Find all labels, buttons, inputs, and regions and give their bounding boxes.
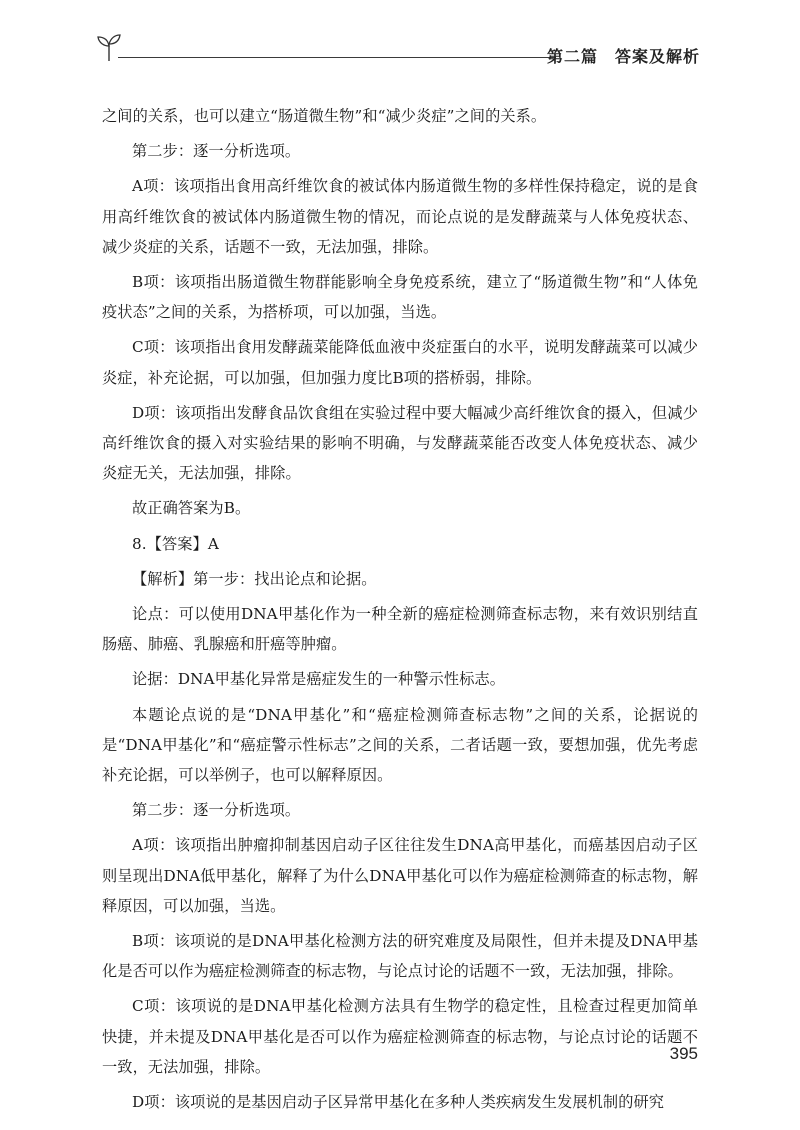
paragraph: A项：该项指出食用高纤维饮食的被试体内肠道微生物的多样性保持稳定，说的是食用高纤维饮食的被试体内肠道微生物的情况，而论点说的是发酵蔬菜与人体免疫状态、减少炎症的关系，话题不一致，无法加强，排除。	[102, 177, 698, 256]
header-title: 第二篇 答案及解析	[546, 47, 700, 66]
paragraph: D项：该项指出发酵食品饮食组在实验过程中要大幅减少高纤维饮食的摄入，但减少高纤维饮食的摄入对实验结果的影响不明确，与发酵蔬菜能否改变人体免疫状态、减少炎症无关，无法加强，排除。	[102, 403, 698, 483]
page-content	[102, 101, 698, 1122]
paragraph: B项：该项说的是DNA甲基化检测方法的研究难度及局限性，但并未提及DNA甲基化是否可以作为癌症检测筛查的标志物，与论点讨论的话题不一致，无法加强，排除。	[102, 932, 698, 981]
paragraph: 故正确答案为B。	[132, 499, 251, 518]
paragraph: 本题论点说的是“DNA甲基化”和“癌症检测筛查标志物”之间的关系，论据说的是“DNA甲基化”和“癌症警示性标志”之间的关系，二者话题一致，要想加强，优先考虑补充论据，可以举例子，也可以解释原因。	[102, 705, 698, 785]
paragraph: C项：该项说的是DNA甲基化检测方法具有生物学的稳定性，且检查过程更加简单快捷，并未提及DNA甲基化是否可以作为癌症检测筛查的标志物，与论点讨论的话题不一致，无法加强，排除。	[102, 997, 698, 1076]
page-header	[96, 32, 700, 72]
answer-heading: 8.【答案】A	[132, 534, 219, 553]
paragraph: 第二步：逐一分析选项。	[132, 801, 301, 820]
paragraph: A项：该项指出肿瘤抑制基因启动子区往往发生DNA高甲基化，而癌基因启动子区则呈现出DNA低甲基化，解释了为什么DNA甲基化可以作为癌症检测筛查的标志物，解释原因，可以加强，当选。	[102, 836, 698, 915]
paragraph: 论点：可以使用DNA甲基化作为一种全新的癌症检测筛查标志物，来有效识别结直肠癌、肺癌、乳腺癌和肝癌等肿瘤。	[102, 605, 698, 654]
paragraph: 第二步：逐一分析选项。	[132, 142, 301, 161]
paragraph: C项：该项指出食用发酵蔬菜能降低血液中炎症蛋白的水平，说明发酵蔬菜可以减少炎症，补充论据，可以加强，但加强力度比B项的搭桥弱，排除。	[102, 338, 698, 387]
paragraph: D项：该项说的是基因启动子区异常甲基化在多种人类疾病发生发展机制的研究	[132, 1093, 665, 1112]
paragraph: B项：该项指出肠道微生物群能影响全身免疫系统，建立了“肠道微生物”和“人体免疫状态”之间的关系，为搭桥项，可以加强，当选。	[102, 273, 698, 322]
page-number: 395	[669, 1044, 698, 1063]
paragraph: 之间的关系，也可以建立“肠道微生物”和“减少炎症”之间的关系。	[102, 107, 547, 125]
header-rule	[118, 57, 556, 58]
paragraph: 论据：DNA甲基化异常是癌症发生的一种警示性标志。	[132, 670, 506, 689]
analysis-heading: 【解析】第一步：找出论点和论据。	[132, 569, 377, 588]
